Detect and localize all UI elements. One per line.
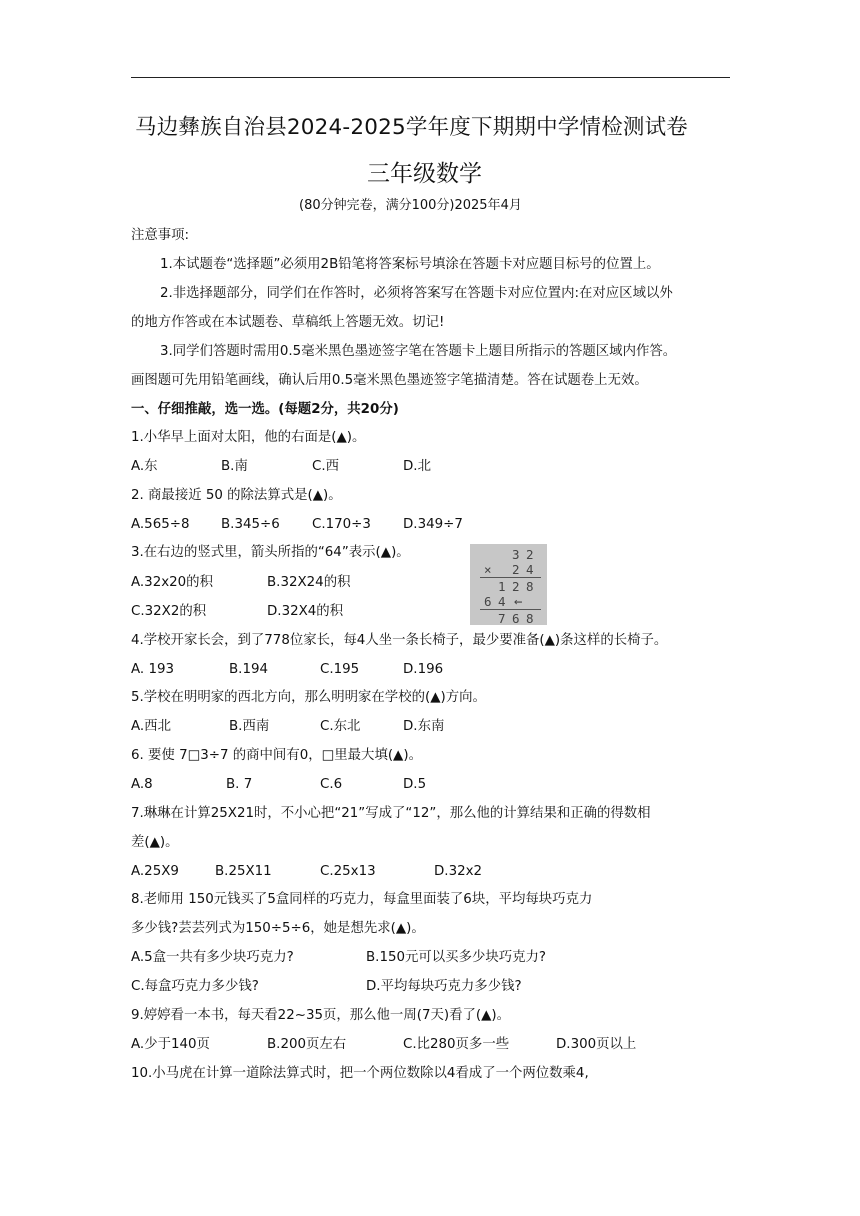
fig-r1-d2: 2 xyxy=(526,547,534,562)
q7-option-c: C.25x13 xyxy=(320,864,376,879)
q4-option-b: B.194 xyxy=(229,662,269,677)
q1-option-c: C.西 xyxy=(312,459,339,474)
q2-option-b: B.345÷6 xyxy=(221,517,280,532)
q5-option-b: B.西南 xyxy=(229,719,270,734)
q4-stem: 4.学校开家长会，到了778位家长，每4人坐一条长椅子，最少要准备(▲)条这样的长椅子。 xyxy=(131,633,668,648)
fig-line-1 xyxy=(480,577,541,578)
q9-option-d: D.300页以上 xyxy=(556,1037,637,1052)
q3-option-d: D.32X4的积 xyxy=(267,604,344,619)
notice-item-2-line1: 2.非选择题部分，同学们在作答时，必须将答案写在答题卡对应位置内:在对应区域以外 xyxy=(160,286,673,301)
fig-r1-d1: 3 xyxy=(512,547,520,562)
q3-stem: 3.在右边的竖式里，箭头所指的“64”表示(▲)。 xyxy=(131,545,410,560)
q6-option-b: B. 7 xyxy=(226,777,253,792)
notice-heading: 注意事项: xyxy=(131,228,190,243)
q9-stem: 9.婷婷看一本书，每天看22~35页，那么他一周(7天)看了(▲)。 xyxy=(131,1008,510,1023)
q1-option-d: D.北 xyxy=(403,459,431,474)
fig-r3-d2: 2 xyxy=(512,579,520,594)
fig-r3-d3: 8 xyxy=(526,579,534,594)
fig-r4-d2: 4 xyxy=(498,594,506,609)
notice-item-3-line1: 3.同学们答题时需用0.5毫米黑色墨迹签字笔在答题卡上题目所指示的答题区域内作答。 xyxy=(160,344,677,359)
q3-option-a: A.32x20的积 xyxy=(131,575,213,590)
fig-line-2 xyxy=(480,609,541,610)
q6-option-d: D.5 xyxy=(403,777,427,792)
q2-option-a: A.565÷8 xyxy=(131,517,190,532)
top-rule xyxy=(131,77,730,78)
q7-stem-line2: 差(▲)。 xyxy=(131,835,179,850)
fig-r2-d2: 4 xyxy=(526,562,534,577)
q9-option-c: C.比280页多一些 xyxy=(403,1037,510,1052)
fig-r2-d1: 2 xyxy=(512,562,520,577)
exam-info: (80分钟完卷，满分100分)2025年4月 xyxy=(299,198,522,213)
q1-option-a: A.东 xyxy=(131,459,158,474)
q8-option-b: B.150元可以买多少块巧克力? xyxy=(366,950,547,965)
q1-option-b: B.南 xyxy=(221,459,248,474)
q3-option-c: C.32X2的积 xyxy=(131,604,207,619)
q5-option-c: C.东北 xyxy=(320,719,361,734)
q8-option-c: C.每盒巧克力多少钱? xyxy=(131,979,259,994)
notice-item-2-line2: 的地方作答或在本试题卷、草稿纸上答题无效。切记! xyxy=(131,315,445,330)
notice-item-3-line2: 画图题可先用铅笔画线，确认后用0.5毫米黑色墨迹签字笔描清楚。答在试题卷上无效。 xyxy=(131,373,648,388)
q4-option-a: A. 193 xyxy=(131,662,174,677)
q7-option-a: A.25X9 xyxy=(131,864,179,879)
fig-r4-d1: 6 xyxy=(484,594,492,609)
fig-times-sign: × xyxy=(484,562,492,577)
q6-option-c: C.6 xyxy=(320,777,343,792)
q6-stem: 6. 要使 7□3÷7 的商中间有0，□里最大填(▲)。 xyxy=(131,748,422,763)
q4-option-d: D.196 xyxy=(403,662,444,677)
q8-stem-line1: 8.老师用 150元钱买了5盒同样的巧克力，每盒里面装了6块，平均每块巧克力 xyxy=(131,892,593,907)
q5-stem: 5.学校在明明家的西北方向，那么明明家在学校的(▲)方向。 xyxy=(131,690,486,705)
fig-r5-d3: 8 xyxy=(526,611,534,626)
q6-option-a: A.8 xyxy=(131,777,153,792)
vertical-multiplication-figure xyxy=(470,544,547,625)
q7-stem-line1: 7.琳琳在计算25X21时，不小心把“21”写成了“12”，那么他的计算结果和正确的得数相 xyxy=(131,806,651,821)
q2-option-c: C.170÷3 xyxy=(312,517,371,532)
fig-r5-d2: 6 xyxy=(512,611,520,626)
notice-item-1: 1.本试题卷“选择题”必须用2B铅笔将答案标号填涂在答题卡对应题目标号的位置上。 xyxy=(160,257,660,272)
q5-option-d: D.东南 xyxy=(403,719,445,734)
q8-stem-line2: 多少钱?芸芸列式为150÷5÷6，她是想先求(▲)。 xyxy=(131,921,425,936)
q10-stem: 10.小马虎在计算一道除法算式时，把一个两位数除以4看成了一个两位数乘4, xyxy=(131,1066,589,1081)
fig-r3-d1: 1 xyxy=(498,579,506,594)
section-1-heading: 一、仔细推敲，选一选。(每题2分，共20分) xyxy=(131,402,399,417)
q2-stem: 2. 商最接近 50 的除法算式是(▲)。 xyxy=(131,488,342,503)
q1-stem: 1.小华早上面对太阳，他的右面是(▲)。 xyxy=(131,430,366,445)
arrow-left-icon: ← xyxy=(514,594,523,610)
q7-option-b: B.25X11 xyxy=(215,864,272,879)
q8-option-d: D.平均每块巧克力多少钱? xyxy=(366,979,522,994)
q8-option-a: A.5盒一共有多少块巧克力? xyxy=(131,950,294,965)
q9-option-b: B.200页左右 xyxy=(267,1037,347,1052)
q9-option-a: A.少于140页 xyxy=(131,1037,210,1052)
q5-option-a: A.西北 xyxy=(131,719,171,734)
q4-option-c: C.195 xyxy=(320,662,360,677)
exam-title: 马边彝族自治县2024-2025学年度下期期中学情检测试卷 xyxy=(135,115,688,140)
q7-option-d: D.32x2 xyxy=(434,864,483,879)
exam-subtitle: 三年级数学 xyxy=(367,161,482,187)
q2-option-d: D.349÷7 xyxy=(403,517,463,532)
q3-option-b: B.32X24的积 xyxy=(267,575,351,590)
fig-r5-d1: 7 xyxy=(498,611,506,626)
